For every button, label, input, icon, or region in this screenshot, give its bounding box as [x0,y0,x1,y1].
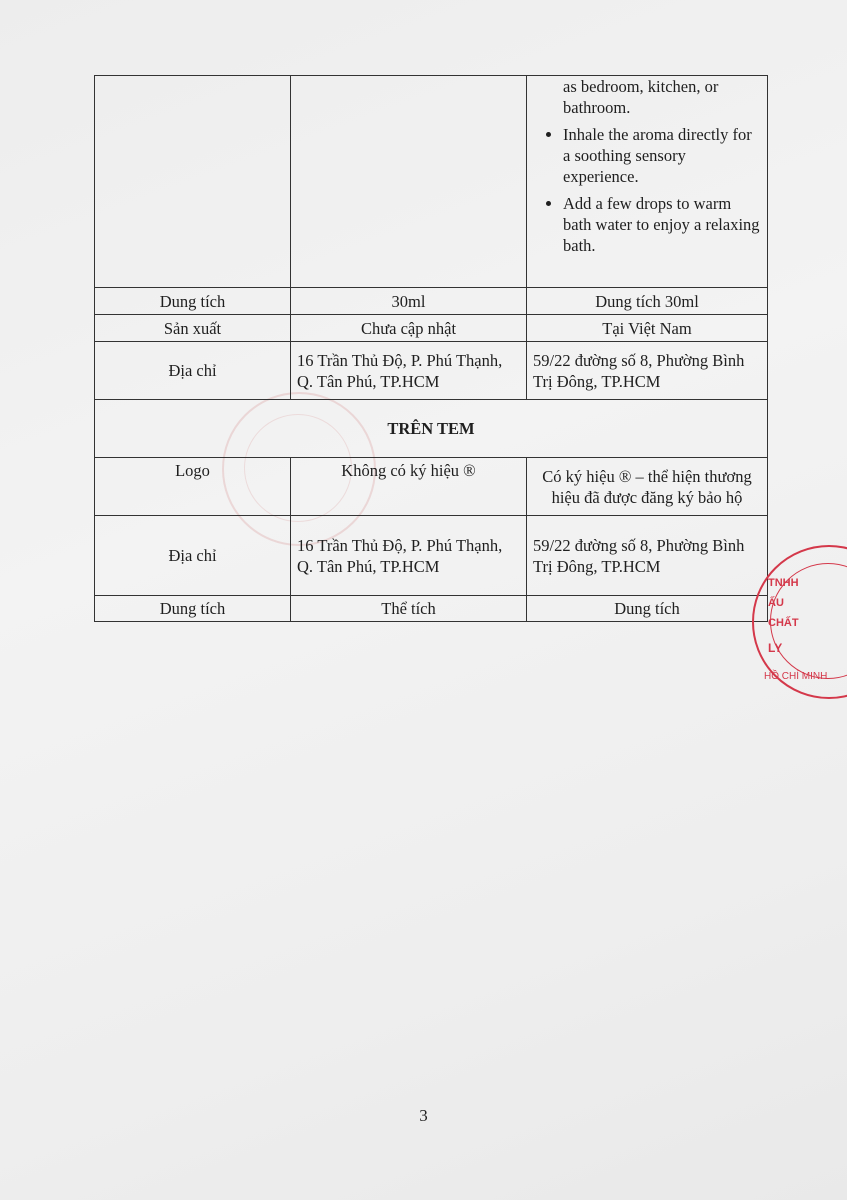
table-cell: Chưa cập nhật [291,315,527,342]
table-cell: 59/22 đường số 8, Phường Bình Trị Đông, TP.HCM [527,516,768,596]
usage-cell [527,76,768,288]
stamp-text: CHẤT [768,617,799,629]
stamp-text: ẤU [768,597,784,609]
table-cell: 30ml [291,288,527,315]
stamp-text: HỒ CHÍ MINH [764,671,828,682]
list-item: as bedroom, kitchen, or bathroom. [563,77,719,117]
table-row [95,315,768,342]
table-row [95,342,768,400]
table-cell: 59/22 đường số 8, Phường Bình Trị Đông, TP.HCM [527,342,768,400]
row-label: Địa chỉ [95,516,291,596]
stamp-text: LY [768,641,783,655]
empty-cell [95,76,291,288]
table-row [95,516,768,596]
table-cell: Có ký hiệu ® – thể hiện thương hiệu đã được đăng ký bảo hộ [527,458,768,516]
row-label: Logo [95,458,291,516]
table-row [95,288,768,315]
table-cell: Thể tích [291,596,527,622]
section-heading: TRÊN TEM [95,400,768,458]
table-cell: Tại Việt Nam [527,315,768,342]
table-row [95,76,768,288]
row-label: Sản xuất [95,315,291,342]
row-label: Địa chỉ [95,342,291,400]
empty-cell [291,76,527,288]
table-cell: 16 Trần Thủ Độ, P. Phú Thạnh, Q. Tân Phú, TP.HCM [291,342,527,400]
table-cell: Dung tích [527,596,768,622]
table-cell: Dung tích 30ml [527,288,768,315]
usage-list [533,76,761,256]
list-item: • Add a few drops to warm bath water to enjoy a relaxing bath. [563,193,761,256]
list-item: • Inhale the aroma directly for a soothing sensory experience. [563,124,761,187]
table-cell: 16 Trần Thủ Độ, P. Phú Thạnh, Q. Tân Phú, TP.HCM [291,516,527,596]
table-row [95,596,768,622]
table-row [95,458,768,516]
comparison-table [94,75,768,622]
table-row [95,400,768,458]
row-label: Dung tích [95,596,291,622]
row-label: Dung tích [95,288,291,315]
table-cell: Không có ký hiệu ® [291,458,527,516]
page-number: 3 [419,1106,428,1125]
stamp-text: TNHH [768,577,799,589]
